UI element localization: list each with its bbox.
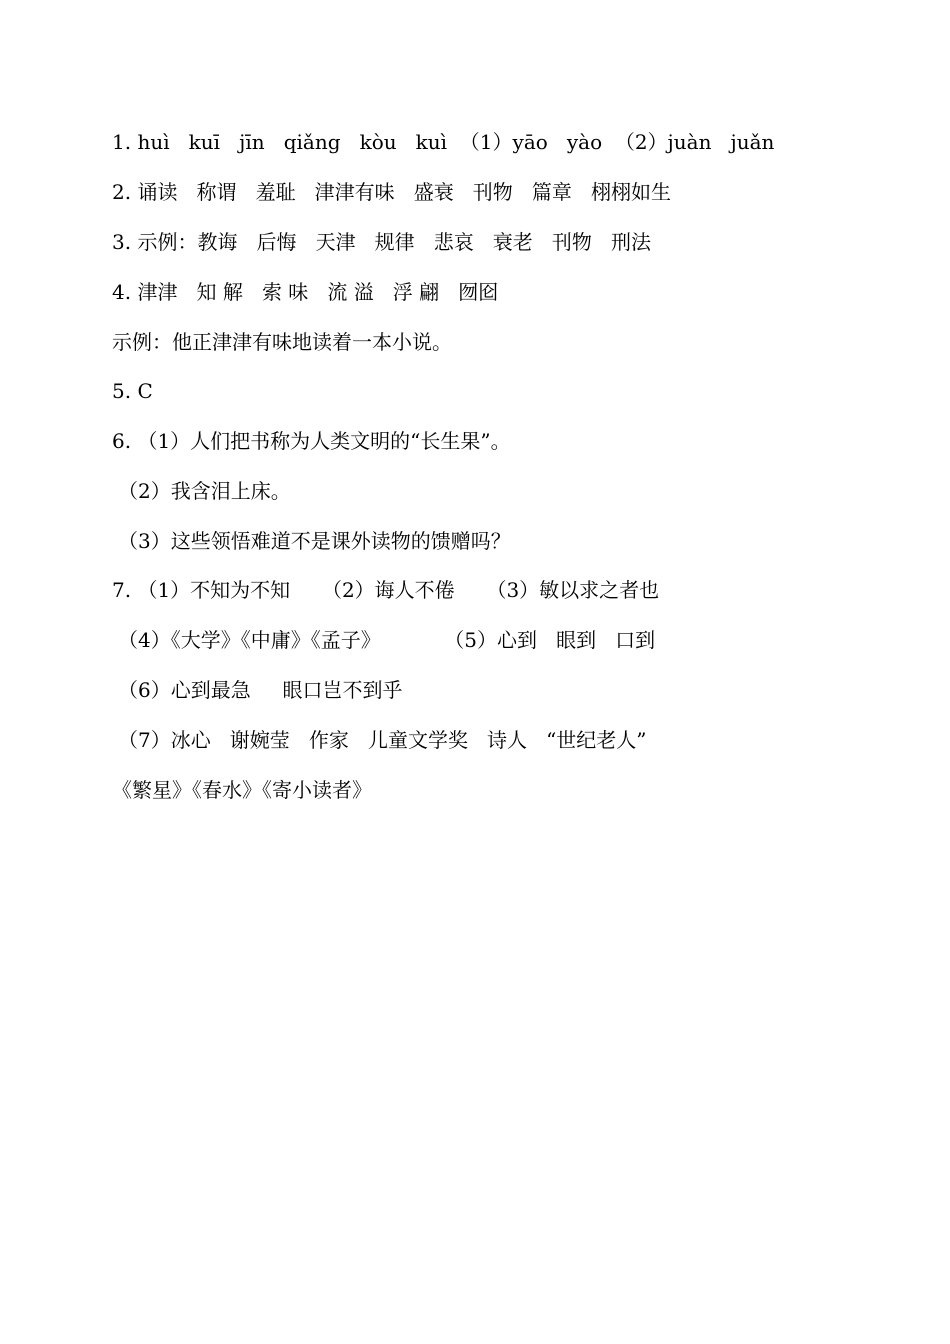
answer-7-part-7-works: 《繁星》《春水》《寄小读者》 xyxy=(112,778,372,802)
answer-7-parts-4-5: （4）《大学》《中庸》《孟子》 （5）心到 眼到 口到 xyxy=(118,628,656,652)
answer-1-pinyin: 1. huì kuī jīn qiǎng kòu kuì （1）yāo yào （2）juàn juǎn xyxy=(112,130,775,154)
answer-6-part-1: 6. （1）人们把书称为人类文明的“长生果”。 xyxy=(112,429,511,453)
answer-7-parts-1-3: 7. （1）不知为不知 （2）诲人不倦 （3）敏以求之者也 xyxy=(112,578,660,602)
answer-2-words: 2. 诵读 称谓 羞耻 津津有味 盛衰 刊物 篇章 栩栩如生 xyxy=(112,180,671,204)
answer-6-part-3: （3）这些领悟难道不是课外读物的馈赠吗？ xyxy=(118,529,511,553)
answer-7-part-7: （7）冰心 谢婉莹 作家 儿童文学奖 诗人 “世纪老人” xyxy=(118,728,647,752)
answer-3-examples: 3. 示例：教诲 后悔 天津 规律 悲哀 衰老 刊物 刑法 xyxy=(112,230,651,254)
answer-4-example-sentence: 示例：他正津津有味地读着一本小说。 xyxy=(112,330,452,354)
answer-4-words: 4. 津津 知 解 索 味 流 溢 浮 翩 囫囵 xyxy=(112,280,499,304)
answer-6-part-2: （2）我含泪上床。 xyxy=(118,479,291,503)
answer-5: 5. C xyxy=(112,379,153,403)
answer-7-part-6: （6）心到最急 眼口岂不到乎 xyxy=(118,678,403,702)
